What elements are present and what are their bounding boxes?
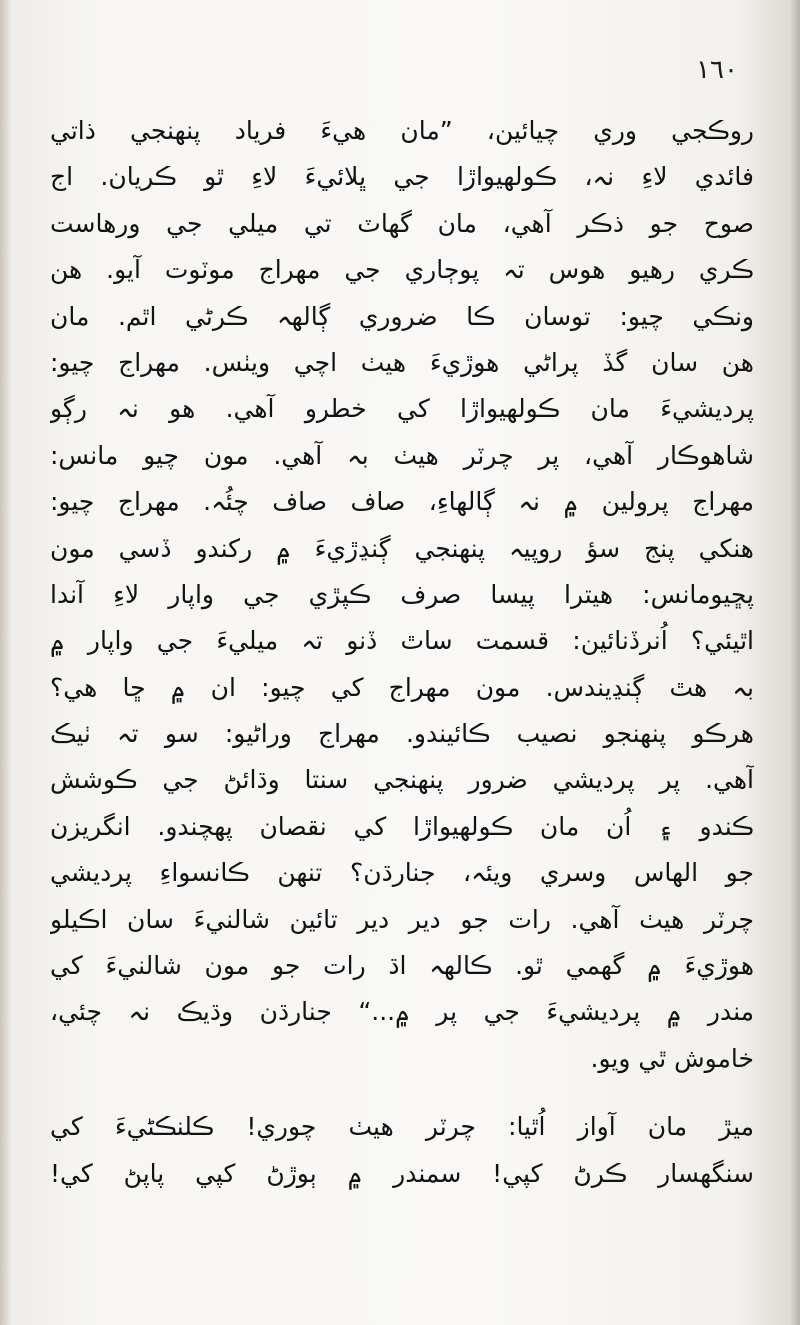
text-line: مهراج پرولين ۾ نہ ڳالهاءِ، صاف صاف چئُہ. مهراج چيو:: [50, 487, 754, 517]
paragraph: [50, 1104, 754, 1197]
text-line: مندر ۾ پرديشيءَ جي پر ۾...“ جنارڌن وڌيڪ نہ چئي،: [50, 997, 754, 1027]
text-line: هوڙيءَ ۾ گهمي ٿو. ڪالهہ اڌ رات جو مون شالنيءَ کي: [50, 951, 754, 981]
text-line: هنکي پنج سؤ روپيہ پنهنجي ڳنڍڙيءَ ۾ رکندو ڏسي مون: [50, 533, 754, 563]
page-number: ١٦٠: [696, 55, 738, 85]
text-line: هرڪو پنهنجو نصيب ڪائيندو. مهراج وراڻيو: سو تہ ٺيڪ: [50, 719, 754, 749]
page-shadow-left: [0, 0, 12, 1325]
body-text: [50, 108, 754, 1197]
text-line: صوح جو ذڪر آهي، مان گهاٽ تي ميلي جي ورهاست: [50, 208, 754, 238]
text-line: اٿيئي؟ اُنرڏنائين: قسمت ساٿ ڏنو تہ ميليءَ جي واپار ۾: [50, 626, 754, 656]
text-line: فائدي لاءِ نہ، ڪولهيواڙا جي ڀلائيءَ لاءِ ٿو ڪريان. اج: [50, 162, 754, 192]
text-line: بہ هٿ ڳنڍيندس. مون مهراج کي چيو: ان ۾ ڇا هي؟: [50, 672, 754, 702]
text-line: جو الهاس وسري ويئہ، جنارڌن؟ تنهن ڪانسواءِ پرديشي: [50, 858, 754, 888]
text-line: پرديشيءَ مان ڪولهيواڙا کي خطرو آهي. هو نہ رڳو: [50, 394, 754, 424]
text-line: هن سان گڏ پراڻي هوڙيءَ هيٺ اچي ويٺس. مهراج چيو:: [50, 347, 754, 377]
text-line: پڇيومانس: هيترا پيسا صرف ڪپڙي جي واپار لاءِ آندا: [50, 579, 754, 609]
text-line: ڪندو ۽ اُن مان ڪولهيواڙا کي نقصان پهچندو. انگريزن: [50, 811, 754, 841]
text-line: ونڪي چيو: توسان ڪا ضروري ڳالهہ ڪرڻي اٿم. مان: [50, 301, 754, 331]
text-line: خاموش ٿي ويو.: [590, 1043, 754, 1073]
text-line: ميڙ مان آواز اُٿيا: چرٽر هيٺ چوري! ڪلنڪڻيءَ کي: [50, 1112, 754, 1142]
paragraph-spacer: [50, 1082, 754, 1104]
text-line: سنگهسار ڪرڻ کپي! سمندر ۾ ٻوڙڻ کپي پاپڻ کي!: [50, 1158, 754, 1188]
text-line: آهي. پر پرديشي ضرور پنهنجي سنتا وڌائڻ جي ڪوشش: [50, 765, 754, 795]
text-line: روڪجي وري چيائين، ”مان هيءَ فرياد پنهنجي ذاتي: [50, 116, 754, 145]
text-line: شاهوڪار آهي، پر چرٽر هيٺ بہ آهي. مون چيو مانس:: [50, 440, 754, 470]
text-line: ڪري رهيو هوس تہ پوڄاري جي مهراج موٽوت آيو. هن: [50, 255, 754, 285]
paragraph: [50, 108, 754, 1082]
page-shadow-right: [790, 0, 800, 1325]
text-line: چرٽر هيٺ آهي. رات جو دير دير تائين شالنيءَ سان اڪيلو: [50, 904, 754, 934]
